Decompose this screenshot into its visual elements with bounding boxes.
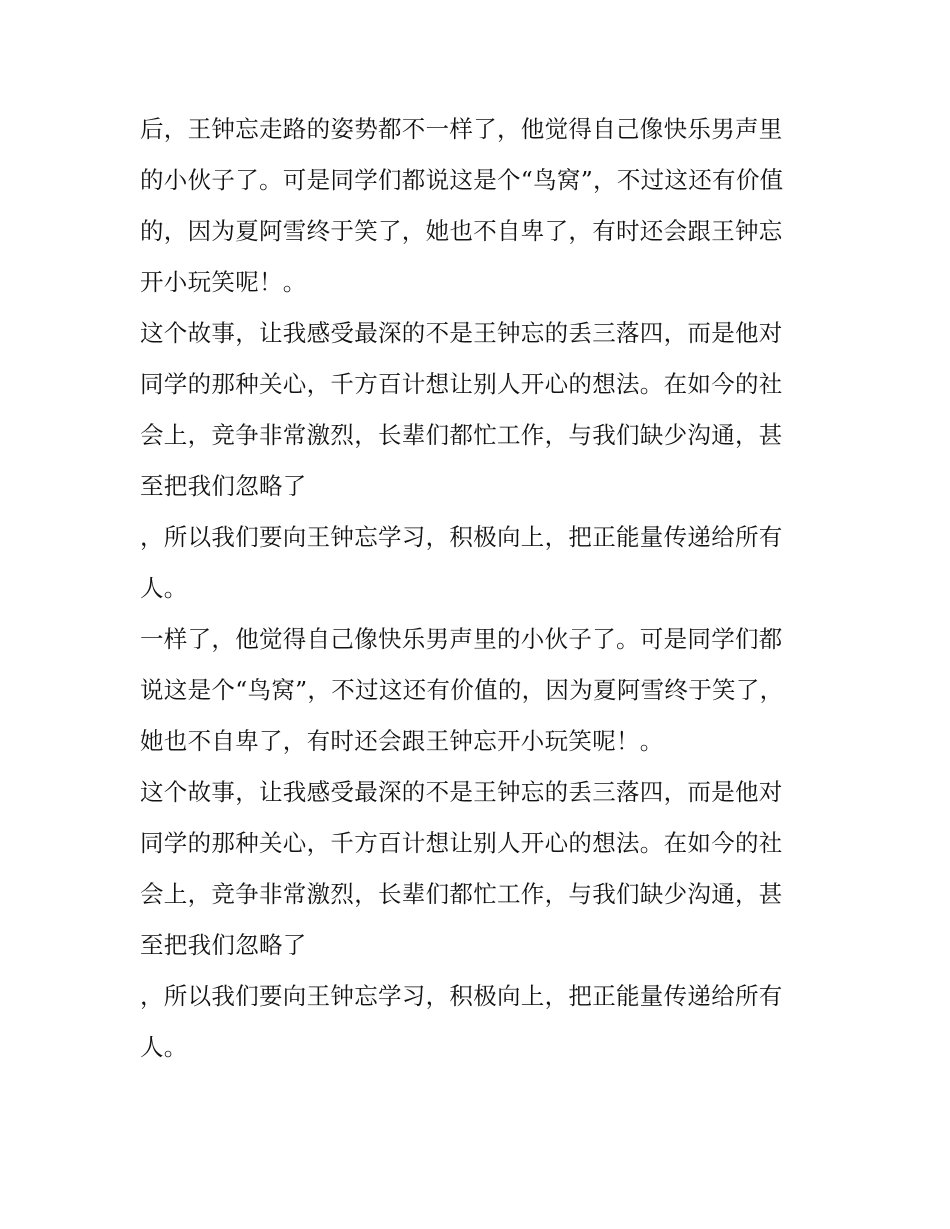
text-line: 同学的那种关心，千方百计想让别人开心的想法。在如今的社 xyxy=(140,370,783,398)
text-line: 至把我们忽略了 xyxy=(140,472,307,500)
text-line: 人。 xyxy=(140,574,188,602)
text-line: 她也不自卑了，有时还会跟王钟忘开小玩笑呢！。 xyxy=(140,727,664,755)
text-line: 同学的那种关心，千方百计想让别人开心的想法。在如今的社 xyxy=(140,829,783,857)
text-line: 这个故事，让我感受最深的不是王钟忘的丢三落四，而是他对 xyxy=(140,778,783,806)
text-line: 开小玩笑呢！。 xyxy=(140,268,307,296)
text-line: 人。 xyxy=(140,1033,188,1061)
text-line: 这个故事，让我感受最深的不是王钟忘的丢三落四，而是他对 xyxy=(140,319,783,347)
text-line: ，所以我们要向王钟忘学习，积极向上，把正能量传递给所有 xyxy=(140,982,783,1010)
text-line: 后，王钟忘走路的姿势都不一样了，他觉得自己像快乐男声里 xyxy=(140,115,783,143)
text-line: 会上，竞争非常激烈，长辈们都忙工作，与我们缺少沟通，甚 xyxy=(140,421,783,449)
text-line: 的，因为夏阿雪终于笑了，她也不自卑了，有时还会跟王钟忘 xyxy=(140,217,783,245)
text-line: 会上，竞争非常激烈，长辈们都忙工作，与我们缺少沟通，甚 xyxy=(140,880,783,908)
body-text xyxy=(140,104,820,1073)
text-line: 一样了，他觉得自己像快乐男声里的小伙子了。可是同学们都 xyxy=(140,625,783,653)
text-line: ，所以我们要向王钟忘学习，积极向上，把正能量传递给所有 xyxy=(140,523,783,551)
text-line: 说这是个“鸟窝”，不过这还有价值的，因为夏阿雪终于笑了， xyxy=(140,676,784,704)
text-line: 至把我们忽略了 xyxy=(140,931,307,959)
text-line: 的小伙子了。可是同学们都说这是个“鸟窝”，不过这还有价值 xyxy=(140,166,784,194)
